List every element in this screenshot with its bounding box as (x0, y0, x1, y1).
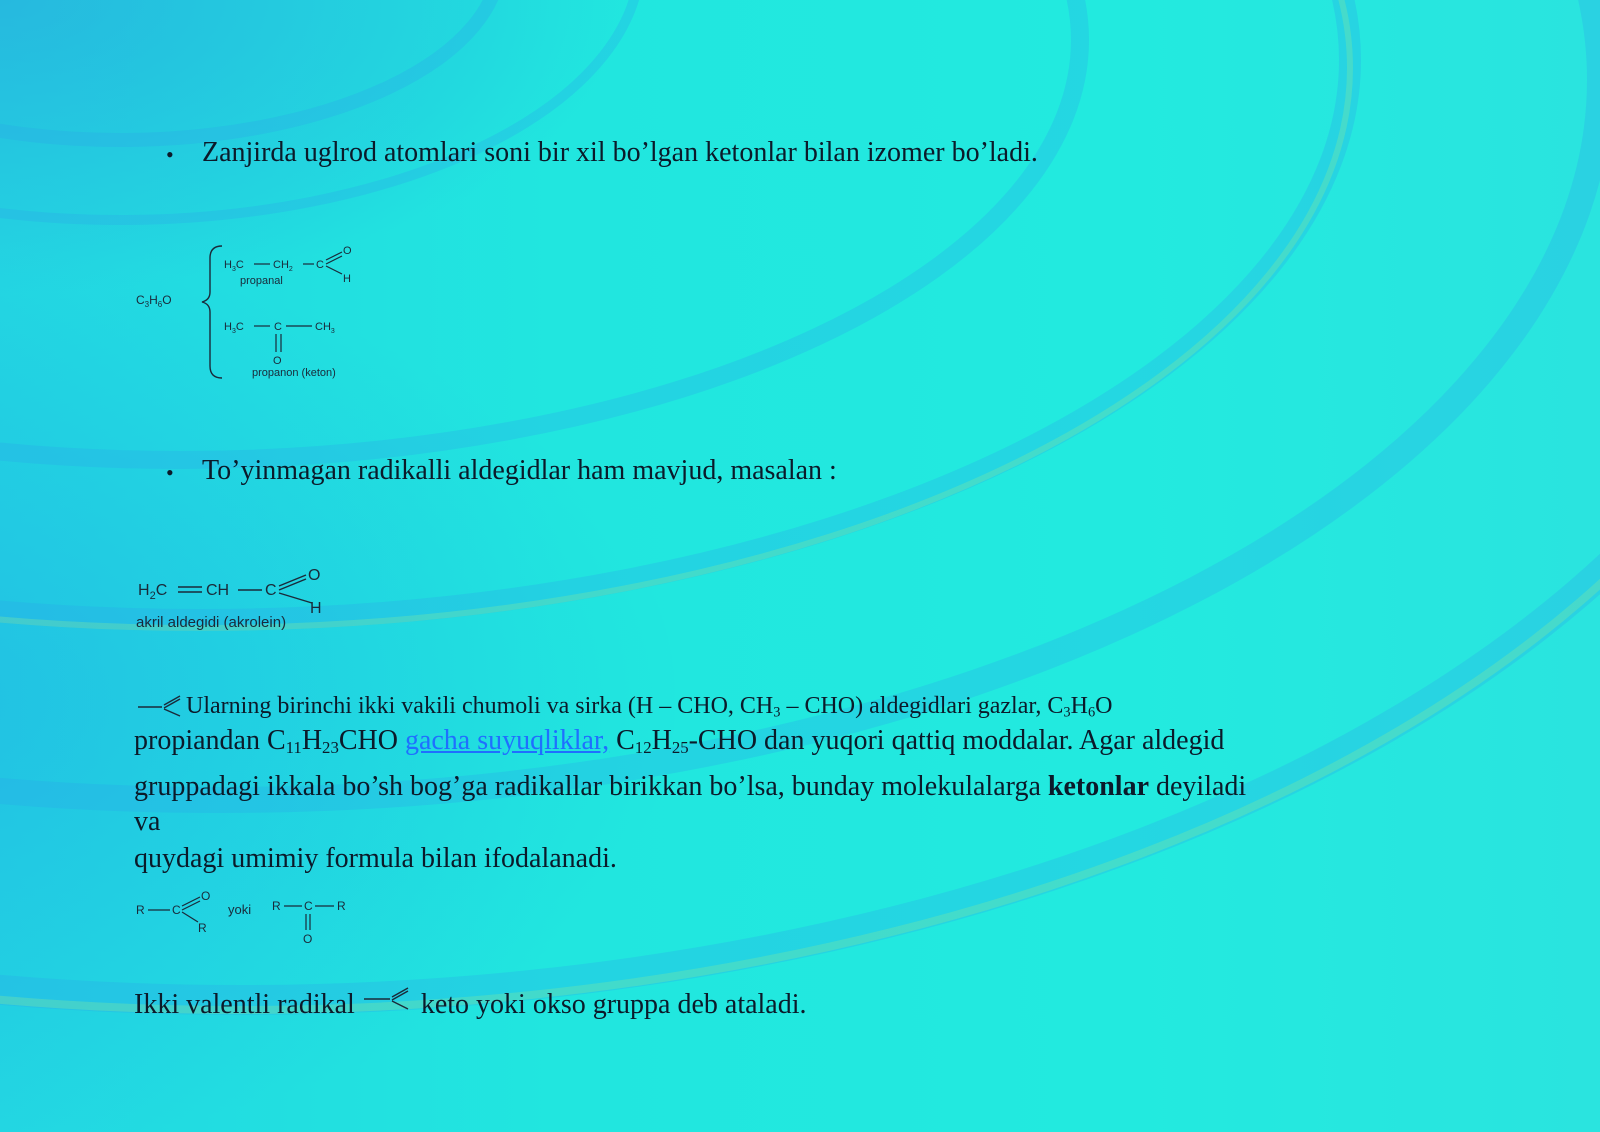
svg-text:CH2: $CH_2$ (273, 259, 293, 273)
svg-text:O: O (201, 890, 211, 903)
bullet-dot: • (166, 142, 174, 167)
suyuqliklar-link[interactable]: gacha suyuqliklar, (404, 725, 610, 756)
svg-text:O: O (343, 245, 352, 257)
svg-text:R: R (136, 903, 145, 917)
carbonyl-icon (136, 689, 186, 717)
svg-text:R: R (337, 899, 346, 913)
paragraph-line-2: propiandan $C_{11}H_{23}CHO$ gacha suyuqliklar, $C_{12}H_{25}$-CHO dan yuqori qattiq moddalar. Agar aldegid (134, 725, 1225, 758)
bullet-text-2: To’yinmagan radikalli aldegidlar ham mavjud, masalan : (202, 455, 837, 486)
svg-text:C: C (316, 259, 324, 271)
carbonyl-icon (362, 983, 414, 1011)
propanal-label: propanal (240, 275, 283, 287)
svg-text:O: O (303, 932, 313, 946)
svg-text:H: H (310, 600, 322, 617)
bullet-text-1: Zanjirda uglrod atomlari soni bir xil bo’lgan ketonlar bilan izomer bo’ladi. (202, 137, 1038, 168)
svg-text:CH: CH (206, 582, 230, 599)
svg-text:R: R (198, 921, 207, 935)
svg-text:H3C: $H_3C$ (224, 321, 244, 335)
svg-text:H3C: $H_3C$ (224, 259, 244, 273)
svg-text:O: O (308, 567, 321, 584)
svg-text:H2C: $H_2C$ (138, 582, 168, 602)
svg-text:C: C (304, 899, 313, 913)
propanon-label: propanon (keton) (252, 367, 336, 379)
paragraph-line-1: Ularning birinchi ikki vakili chumoli va sirka (H – CHO, $CH_3 - CHO$) aldegidlari gazlar, $C_3H_6O$ (136, 689, 1113, 721)
svg-text:O: O (273, 355, 282, 367)
general-ketone-formula (134, 890, 364, 950)
isomer-scheme (130, 238, 380, 388)
paragraph-line-3: gruppadagi ikkala bo’sh bog’ga radikallar birikkan bo’lsa, bunday molekulalarga ketonlar deyiladi (134, 771, 1247, 802)
svg-text:CH3: $CH_3$ (315, 321, 335, 335)
svg-text:H: H (343, 273, 351, 285)
bullet-dot: • (166, 460, 174, 485)
paragraph-line-4: va (134, 806, 161, 837)
svg-text:C: C (265, 582, 277, 599)
yoki-label: yoki (228, 902, 252, 917)
svg-text:C: C (172, 903, 181, 917)
ketonlar-term: ketonlar (1047, 771, 1149, 802)
acrolein-structure (134, 565, 354, 637)
paragraph-line-5: quydagi umimiy formula bilan ifodalanadi. (134, 843, 617, 874)
acrolein-label: akril aldegidi (akrolein) (136, 614, 287, 631)
formula-c3h6o: $C_3H_6O$ (136, 293, 172, 309)
svg-text:C: C (274, 321, 282, 333)
last-line: Ikki valentli radikal keto yoki okso gruppa deb ataladi. (134, 983, 807, 1023)
svg-text:R: R (272, 899, 281, 913)
